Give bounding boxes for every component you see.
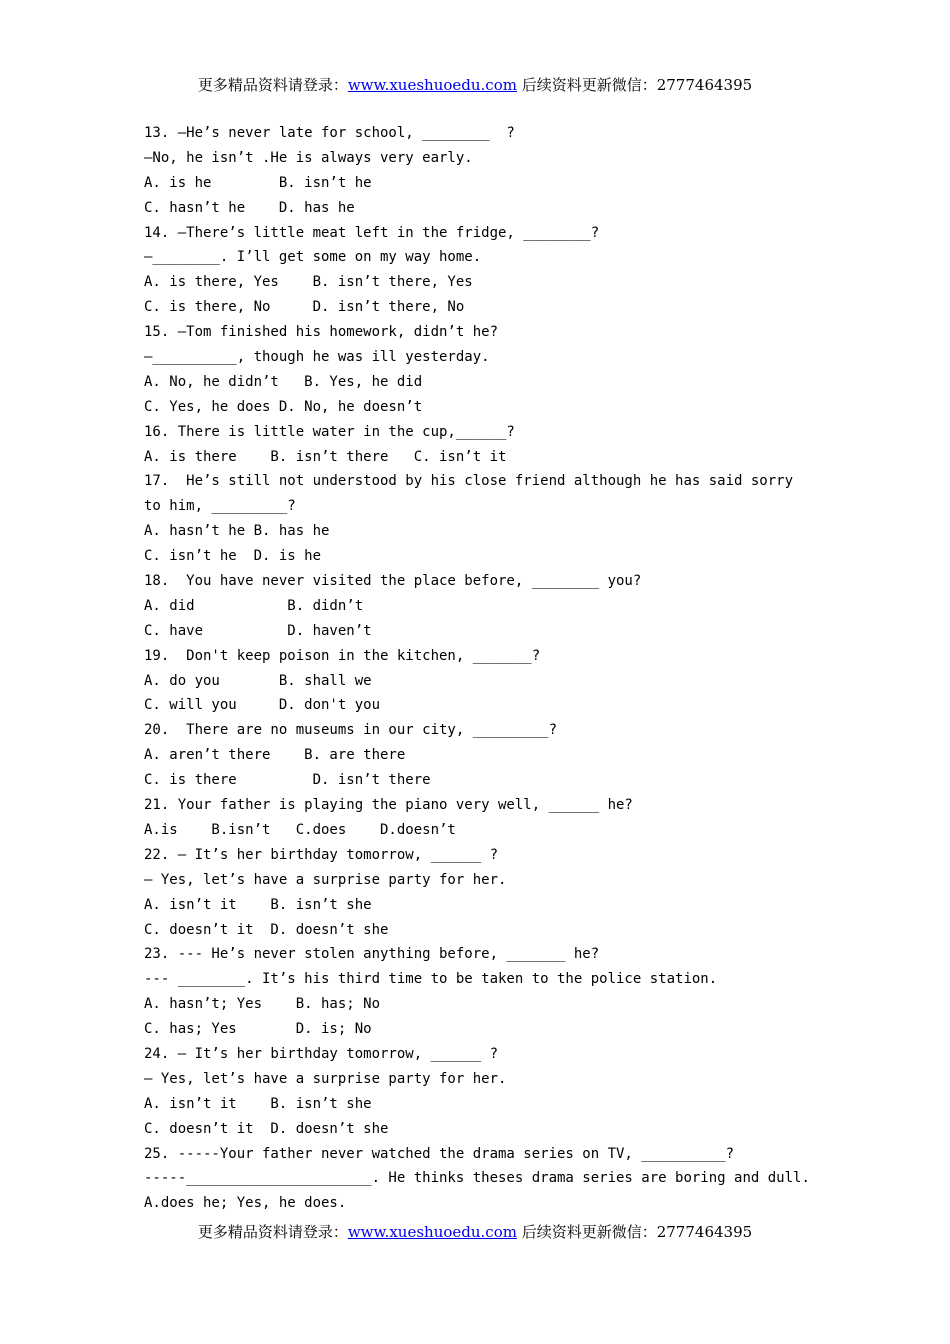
question-line: C. is there, No D. isn’t there, No [144,299,465,316]
question-line: 15. —Tom finished his homework, didn’t he? [144,324,499,341]
question-line: — Yes, let’s have a surprise party for her. [144,1070,507,1087]
question-line: A. hasn’t; Yes B. has; No [144,996,381,1013]
question-line: A. is there B. isn’t there C. isn’t it [144,448,507,465]
question-line: A. isn’t it B. isn’t she [144,896,372,913]
header-prefix: 更多精品资料请登录： [197,76,348,94]
question-line: C. hasn’t he D. has he [144,199,355,216]
question-line: A. aren’t there B. are there [144,747,406,764]
question-line: C. doesn’t it D. doesn’t she [144,921,389,938]
question-line: -----______________________. He thinks theses drama series are boring and dull. [144,1170,810,1187]
question-line: C. isn’t he D. is he [144,548,322,565]
question-line: --- ________. It’s his third time to be taken to the police station. [144,971,718,988]
question-line: A. is there, Yes B. isn’t there, Yes [144,274,473,291]
header-banner [0,74,950,95]
question-line: 17. He’s still not understood by his close friend although he has said sorry [144,473,794,490]
question-line: 23. --- He’s never stolen anything before, _______ he? [144,946,600,963]
question-line: A.does he; Yes, he does. [144,1195,347,1212]
question-line: 18. You have never visited the place before, ________ you? [144,573,642,590]
footer-suffix: 后续资料更新微信：2777464395 [516,1223,753,1241]
question-line: A. did B. didn’t [144,597,364,614]
question-line: 21. Your father is playing the piano very well, ______ he? [144,797,633,814]
footer-prefix: 更多精品资料请登录： [197,1223,348,1241]
question-line: C. has; Yes D. is; No [144,1021,372,1038]
question-line: — Yes, let’s have a surprise party for her. [144,871,507,888]
question-line: A. hasn’t he B. has he [144,523,330,540]
question-line: 13. —He’s never late for school, ________ ? [144,125,515,141]
question-list [144,121,824,1216]
question-line: —No, he isn’t .He is always very early. [144,149,473,166]
question-line: A. do you B. shall we [144,672,372,689]
question-line: —__________, though he was ill yesterday. [144,349,490,366]
question-line: C. will you D. don't you [144,697,381,714]
header-suffix: 后续资料更新微信：2777464395 [516,76,753,94]
question-line: C. have D. haven’t [144,622,372,639]
question-line: C. doesn’t it D. doesn’t she [144,1120,389,1137]
header-link[interactable]: www.xueshuoedu.com [347,76,517,94]
question-line: C. Yes, he does D. No, he doesn’t [144,398,423,415]
question-line: 22. — It’s her birthday tomorrow, ______ ? [144,846,499,863]
question-line: —________. I’ll get some on my way home. [144,249,482,266]
footer-banner [0,1221,950,1242]
question-line: A. isn’t it B. isn’t she [144,1095,372,1112]
question-line: A. No, he didn’t B. Yes, he did [144,373,423,390]
question-line: A.is B.isn’t C.does D.doesn’t [144,821,456,838]
question-line: to him, _________? [144,498,296,515]
question-line: 14. —There’s little meat left in the fridge, ________? [144,224,600,241]
question-line: 16. There is little water in the cup,______? [144,423,515,440]
footer-link[interactable]: www.xueshuoedu.com [347,1223,517,1241]
question-line: A. is he B. isn’t he [144,174,372,191]
question-line: 24. — It’s her birthday tomorrow, ______ ? [144,1045,499,1062]
question-line: 20. There are no museums in our city, _________? [144,722,558,739]
question-line: C. is there D. isn’t there [144,772,431,789]
question-line: 25. -----Your father never watched the drama series on TV, __________? [144,1145,735,1162]
question-line: 19. Don't keep poison in the kitchen, _______? [144,647,541,664]
